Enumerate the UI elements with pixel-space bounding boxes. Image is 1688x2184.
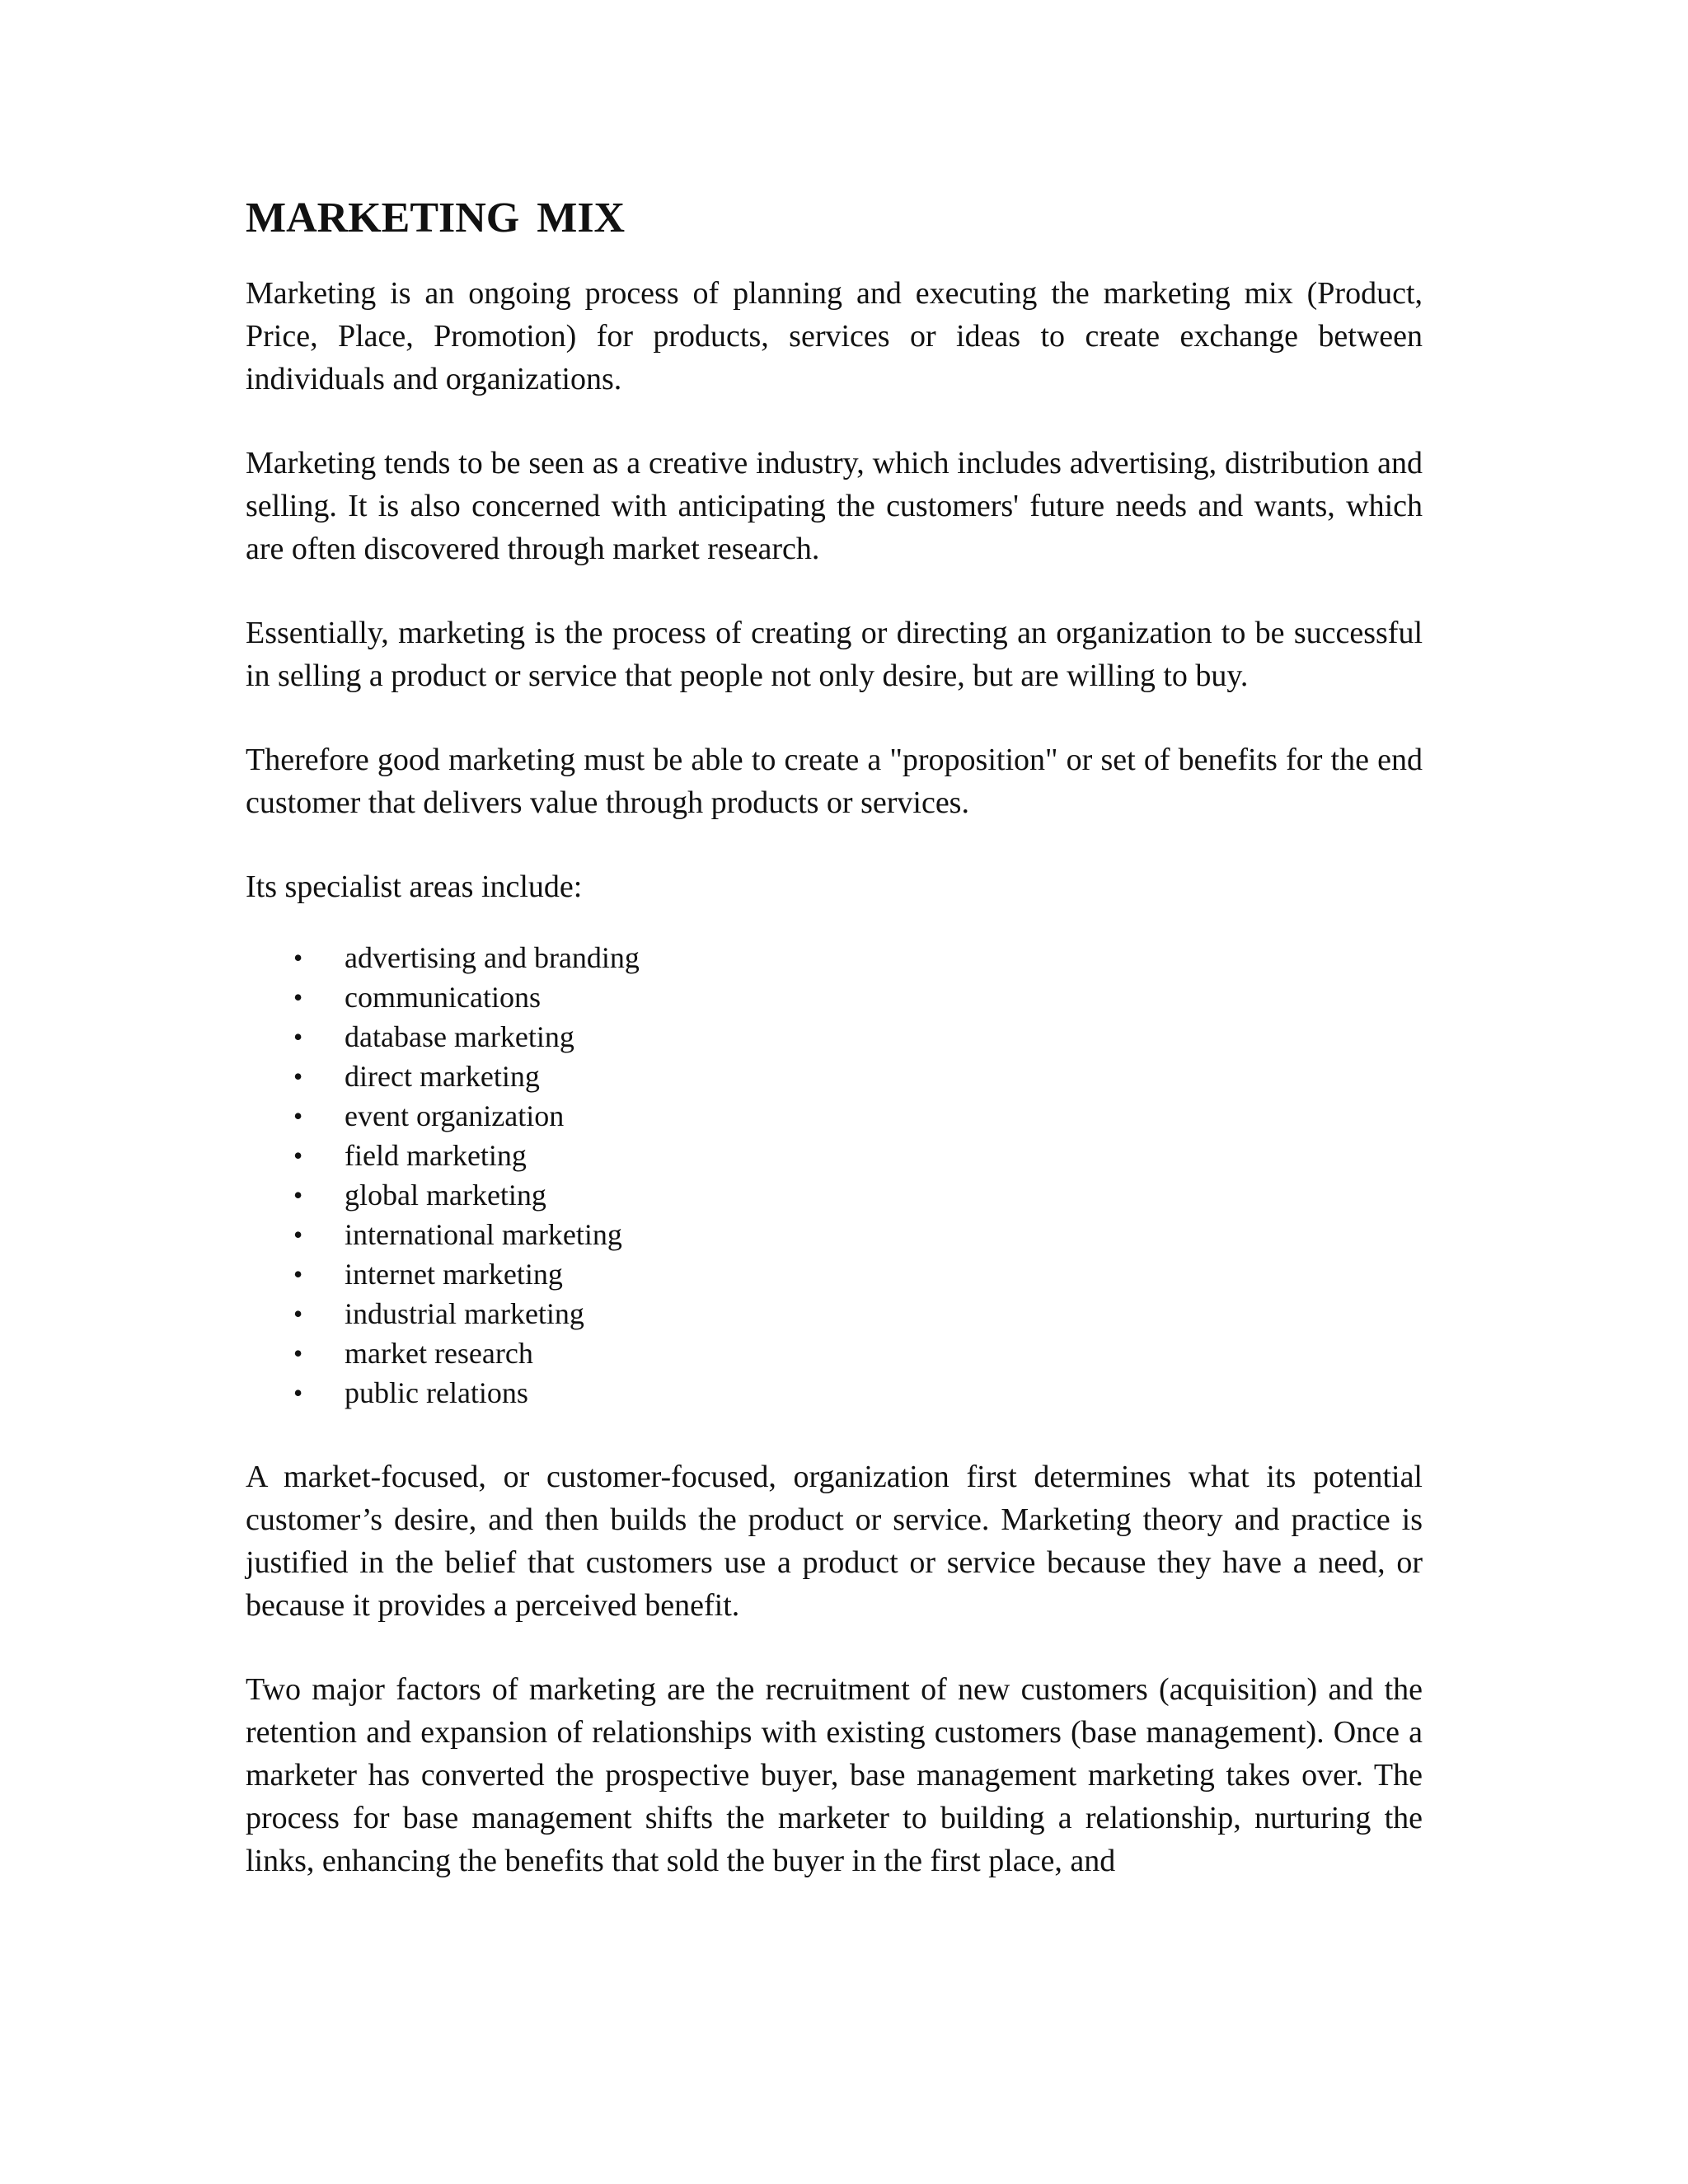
list-item-text: database marketing bbox=[345, 1020, 574, 1053]
list-item bbox=[246, 1294, 1423, 1333]
list-item bbox=[246, 1136, 1423, 1175]
list-item-text: market research bbox=[345, 1337, 533, 1370]
list-item-text: field marketing bbox=[345, 1139, 527, 1172]
page-title: MARKETING MIX bbox=[246, 194, 626, 241]
bullet-icon: • bbox=[293, 1141, 303, 1170]
list-item-text: global marketing bbox=[345, 1179, 546, 1212]
list-item bbox=[246, 1057, 1423, 1096]
list-item bbox=[246, 1175, 1423, 1215]
list-item bbox=[246, 1254, 1423, 1294]
list-item-text: international marketing bbox=[345, 1218, 622, 1251]
list-item bbox=[246, 977, 1423, 1017]
bullet-icon: • bbox=[293, 1378, 303, 1408]
document-page bbox=[246, 190, 1423, 1924]
paragraph-creative-industry: Marketing tends to be seen as a creative industry, which includes advertising, distribution and selling. It is also concerned with anticipating the customers' future needs and wants, which are often discovered through market research. bbox=[246, 446, 1423, 566]
list-item-text: industrial marketing bbox=[345, 1297, 584, 1330]
list-item-text: communications bbox=[345, 981, 541, 1014]
bullet-icon: • bbox=[293, 1180, 303, 1210]
list-item bbox=[246, 1333, 1423, 1373]
specialist-areas-list bbox=[246, 938, 1423, 1413]
bullet-icon: • bbox=[293, 1338, 303, 1368]
list-item bbox=[246, 1373, 1423, 1413]
list-item-text: direct marketing bbox=[345, 1060, 540, 1093]
list-item bbox=[246, 938, 1423, 977]
bullet-icon: • bbox=[293, 1062, 303, 1091]
list-item-text: public relations bbox=[345, 1376, 528, 1409]
bullet-icon: • bbox=[293, 1299, 303, 1329]
list-item-text: advertising and branding bbox=[345, 941, 640, 974]
list-item-text: internet marketing bbox=[345, 1258, 563, 1291]
bullet-icon: • bbox=[293, 1220, 303, 1249]
paragraph-proposition: Therefore good marketing must be able to create a "proposition" or set of benefits for the end customer that delivers value through products or services. bbox=[246, 743, 1423, 820]
paragraph-essentially: Essentially, marketing is the process of creating or directing an organization to be successful in selling a product or service that people not only desire, but are willing to buy. bbox=[246, 616, 1423, 693]
bullet-icon: • bbox=[293, 1101, 303, 1131]
list-item bbox=[246, 1215, 1423, 1254]
list-item-text: event organization bbox=[345, 1099, 565, 1132]
bullet-icon: • bbox=[293, 982, 303, 1012]
paragraph-market-focused: A market-focused, or customer-focused, organization first determines what its potential customer’s desire, and then builds the product or service. Marketing theory and practice is justified in the belief that customers use a product or service because they have a need, or because it provides a perceived benefit. bbox=[246, 1460, 1423, 1623]
list-item bbox=[246, 1017, 1423, 1057]
paragraph-two-major-factors: Two major factors of marketing are the recruitment of new customers (acquisition) and the retention and expansion of relationships with existing customers (base management). Once a marketer has converted the prospective buyer, base management marketing takes over. The process for base management shifts the marketer to building a relationship, nurturing the links, enhancing the benefits that sold the buyer in the first place, and bbox=[246, 1672, 1423, 1878]
list-item bbox=[246, 1096, 1423, 1136]
list-intro: Its specialist areas include: bbox=[246, 869, 583, 904]
bullet-icon: • bbox=[293, 1259, 303, 1289]
paragraph-marketing-definition: Marketing is an ongoing process of planning and executing the marketing mix (Product, Price, Place, Promotion) for products, services or ideas to create exchange between individuals and organizations. bbox=[246, 276, 1423, 396]
bullet-icon: • bbox=[293, 943, 303, 972]
bullet-icon: • bbox=[293, 1022, 303, 1052]
